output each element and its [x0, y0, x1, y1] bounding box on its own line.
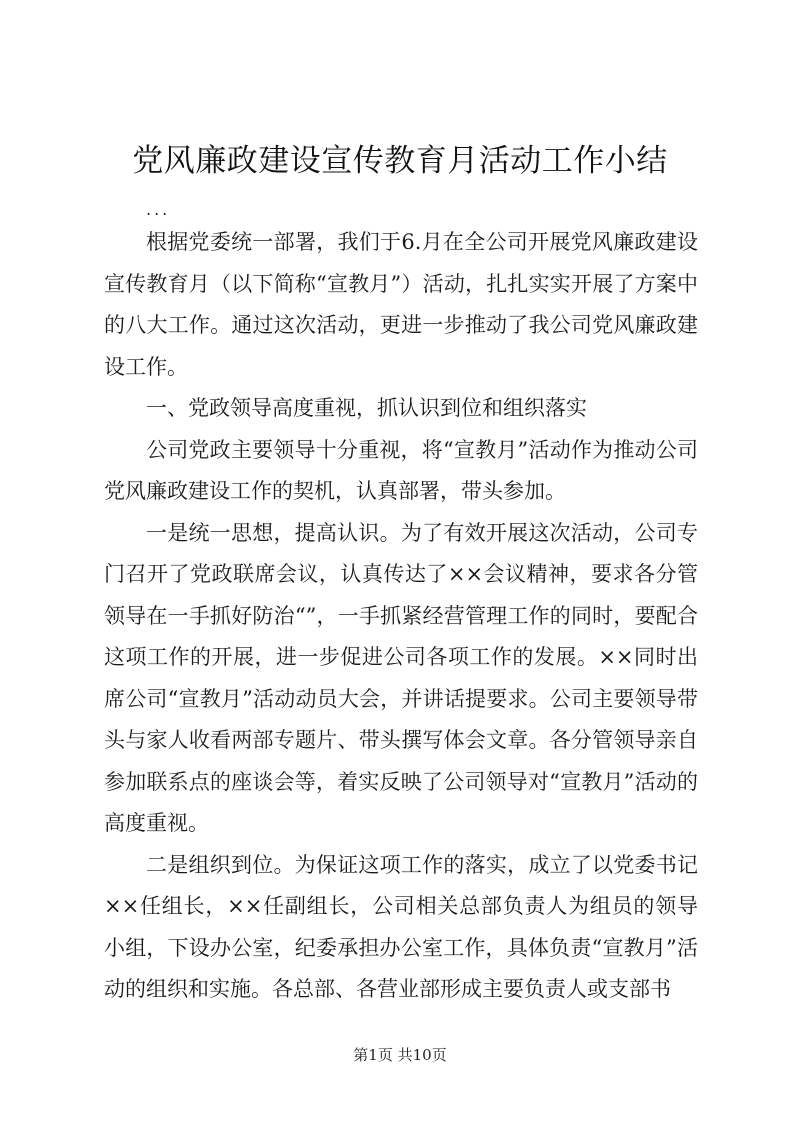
- paragraph-leadership: 公司党政主要领导十分重视，将“宣教月”活动作为推动公司党风廉政建设工作的契机，认真部署，带头参加。: [104, 437, 698, 503]
- page-number-footer: 第1页 共10页: [353, 1046, 447, 1064]
- paragraph-intro: 根据党委统一部署，我们于6.月在全公司开展党风廉政建设宣传教育月（以下简称“宣教月”）活动，扎扎实实开展了方案中的八大工作。通过这次活动，更进一步推动了我公司党风廉政建设工作。: [104, 230, 698, 379]
- ellipsis-marker: ...: [146, 200, 171, 219]
- paragraph-unified-thinking: 一是统一思想，提高认识。为了有效开展这次活动，公司专门召开了党政联席会议，认真传达了××会议精神，要求各分管领导在一手抓好防治“”，一手抓紧经营管理工作的同时，要配合这项工作的开展，进一步促进公司各项工作的发展。××同时出席公司“宣教月”活动动员大会，并讲话提要求。公司主要领导带头与家人收看两部专题片、带头撰写体会文章。各分管领导亲自参加联系点的座谈会等，着实反映了公司领导对“宣教月”活动的高度重视。: [104, 520, 698, 835]
- section-heading-1: 一、党政领导高度重视，抓认识到位和组织落实: [146, 396, 587, 420]
- document-body: [104, 222, 698, 1011]
- document-title: 党风廉政建设宣传教育月活动工作小结: [132, 143, 668, 179]
- paragraph-organization: 二是组织到位。为保证这项工作的落实，成立了以党委书记××任组长，××任副组长，公司相关总部负责人为组员的领导小组，下设办公室，纪委承担办公室工作，具体负责“宣教月”活动的组织和实施。各总部、各营业部形成主要负责人或支部书: [104, 852, 698, 1001]
